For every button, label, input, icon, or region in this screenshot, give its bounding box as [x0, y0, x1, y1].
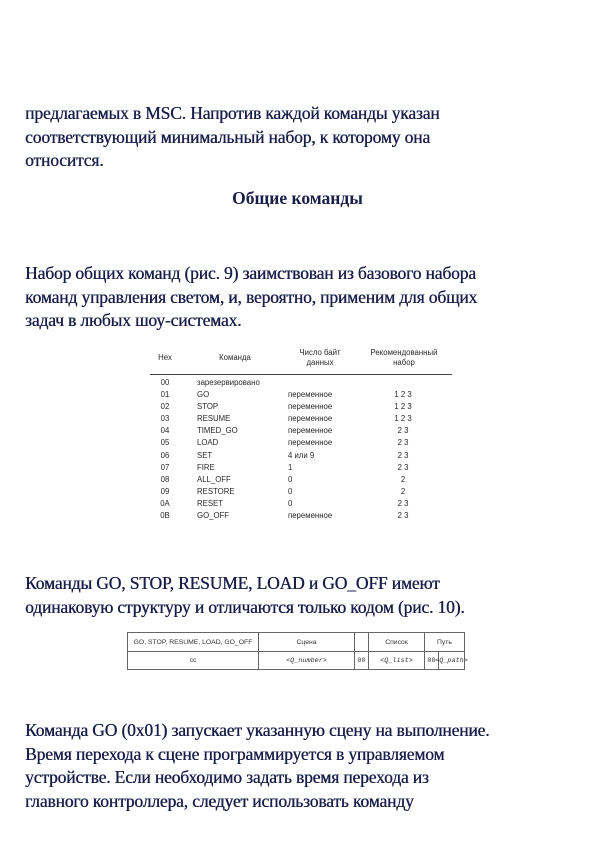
cell-hex: 09: [160, 486, 170, 496]
header-hex: Hex: [158, 353, 172, 362]
value-list: [368, 652, 424, 669]
cell-command: LOAD: [197, 438, 219, 448]
table-row: [150, 377, 452, 389]
value-code: [128, 652, 258, 669]
paragraph-structure: [25, 572, 585, 619]
cell-command: RESUME: [197, 414, 231, 424]
cell-hex: 00: [160, 378, 170, 387]
structure-table-values: [128, 652, 468, 669]
structure-table-header: [128, 633, 464, 652]
table-row: [150, 413, 452, 425]
text-line: соответствующий минимальный набор, к которому она: [25, 126, 430, 147]
cell-bytes: переменное: [288, 414, 333, 424]
cell-hex: 03: [160, 414, 170, 424]
cell-bytes: 0: [288, 498, 293, 508]
header-commands: GO, STOP, RESUME, LOAD, GO_OFF: [133, 638, 253, 646]
text-line: главного контроллера, следует использовать команду: [25, 790, 414, 811]
header-empty: [354, 633, 368, 651]
text-line: одинаковую структуру и отличаются только кодом (рис. 10).: [25, 596, 465, 617]
value-sep2-text: 00: [427, 656, 436, 665]
structure-table: [127, 632, 468, 670]
cell-set: 2 3: [397, 438, 409, 448]
cell-set: 2 3: [397, 450, 409, 460]
header-bytes-line1: Число байт: [299, 348, 341, 357]
cell-command: GO_OFF: [197, 511, 230, 521]
cell-hex: 06: [160, 450, 170, 460]
text-line: Команда GO (0x01) запускает указанную сцену на выполнение.: [25, 720, 490, 740]
table-row: [150, 437, 452, 449]
header-set-line1: Рекомендованный: [370, 348, 438, 357]
cell-bytes: переменное: [288, 426, 333, 436]
text-line: предлагаемых в MSC. Напротив каждой команды указан: [25, 103, 440, 123]
cell-command: RESET: [197, 498, 223, 508]
paragraph-intro: [25, 102, 585, 173]
cell-bytes: 4 или 9: [288, 450, 315, 460]
table-row: [150, 401, 452, 413]
cell-bytes: переменное: [288, 402, 333, 412]
text-line: устройстве. Если необходимо задать время перехода из: [25, 767, 429, 787]
cell-command: ALL_OFF: [197, 474, 231, 484]
value-scene: [258, 652, 354, 669]
table-row: [150, 389, 452, 401]
cell-command: TIMED_GO: [197, 426, 238, 436]
text-line: команд управления светом, и, вероятно, применим для общих: [25, 286, 478, 307]
text-line: Набор общих команд (рис. 9) заимствован из базового набора: [25, 263, 476, 283]
cell-set: 2 3: [397, 462, 409, 472]
cell-set: 2 3: [397, 426, 409, 436]
table-row: [150, 425, 452, 437]
command-table: [150, 346, 452, 522]
paragraph-go-command: [25, 719, 585, 813]
command-table-body: [150, 375, 452, 522]
cell-hex: 08: [160, 474, 170, 484]
cell-set: 1 2 3: [394, 414, 412, 424]
text-line: относится.: [25, 150, 104, 170]
cell-set: 2: [400, 474, 406, 484]
header-recommended-set: [358, 348, 450, 368]
cell-hex: 0B: [160, 511, 170, 521]
paragraph-general-commands: [25, 262, 585, 333]
header-set-line2: набор: [393, 358, 415, 367]
cell-bytes: 0: [288, 474, 293, 484]
table-row: [150, 486, 452, 498]
cell-command: STOP: [197, 402, 219, 412]
cell-command: FIRE: [197, 462, 215, 472]
cell-hex: 04: [160, 426, 170, 436]
text-line: задач в любых шоу-системах.: [25, 310, 242, 330]
value-path: [435, 652, 468, 669]
cell-bytes: 1: [288, 462, 293, 472]
cell-set: 2 3: [397, 511, 409, 521]
cell-command: зарезервировано: [197, 378, 260, 387]
cell-command: RESTORE: [197, 486, 235, 496]
cell-bytes: 0: [288, 486, 293, 496]
cell-set: 2 3: [397, 498, 409, 508]
value-path-text: <Q_path>: [435, 656, 468, 665]
cell-hex: 02: [160, 402, 170, 412]
cell-bytes: переменное: [288, 511, 333, 521]
cell-hex: 01: [160, 390, 170, 400]
table-row: [150, 474, 452, 486]
header-data-bytes: [280, 348, 360, 368]
text-line: Время перехода к сцене программируется в управляемом: [25, 743, 445, 764]
cell-hex: 0A: [160, 498, 170, 508]
value-sep1-text: 00: [357, 656, 366, 665]
section-heading: Общие команды: [232, 188, 363, 208]
cell-hex: 05: [160, 438, 170, 448]
table-row: [150, 462, 452, 474]
cell-set: 1 2 3: [394, 390, 412, 400]
value-code-text: cc: [189, 657, 197, 664]
cell-set: 2: [400, 486, 406, 496]
cell-command: SET: [197, 450, 213, 460]
value-sep1: [354, 652, 368, 669]
table-row: [150, 510, 452, 522]
table-row: [150, 498, 452, 510]
text-line: Команды GO, STOP, RESUME, LOAD и GO_OFF имеют: [25, 573, 440, 593]
cell-set: 1 2 3: [394, 402, 412, 412]
cell-bytes: переменное: [288, 438, 333, 448]
command-table-header: [150, 346, 452, 375]
header-path: Путь: [424, 633, 464, 651]
value-list-text: <Q_list>: [380, 656, 413, 665]
value-scene-text: <Q_number>: [286, 656, 327, 665]
header-command: Команда: [219, 353, 251, 362]
table-row: [150, 450, 452, 462]
cell-bytes: переменное: [288, 390, 333, 400]
header-scene: Сцена: [258, 633, 354, 651]
header-bytes-line2: данных: [306, 358, 334, 367]
cell-command: GO: [197, 390, 210, 400]
header-list: Список: [368, 633, 424, 651]
cell-hex: 07: [160, 462, 170, 472]
